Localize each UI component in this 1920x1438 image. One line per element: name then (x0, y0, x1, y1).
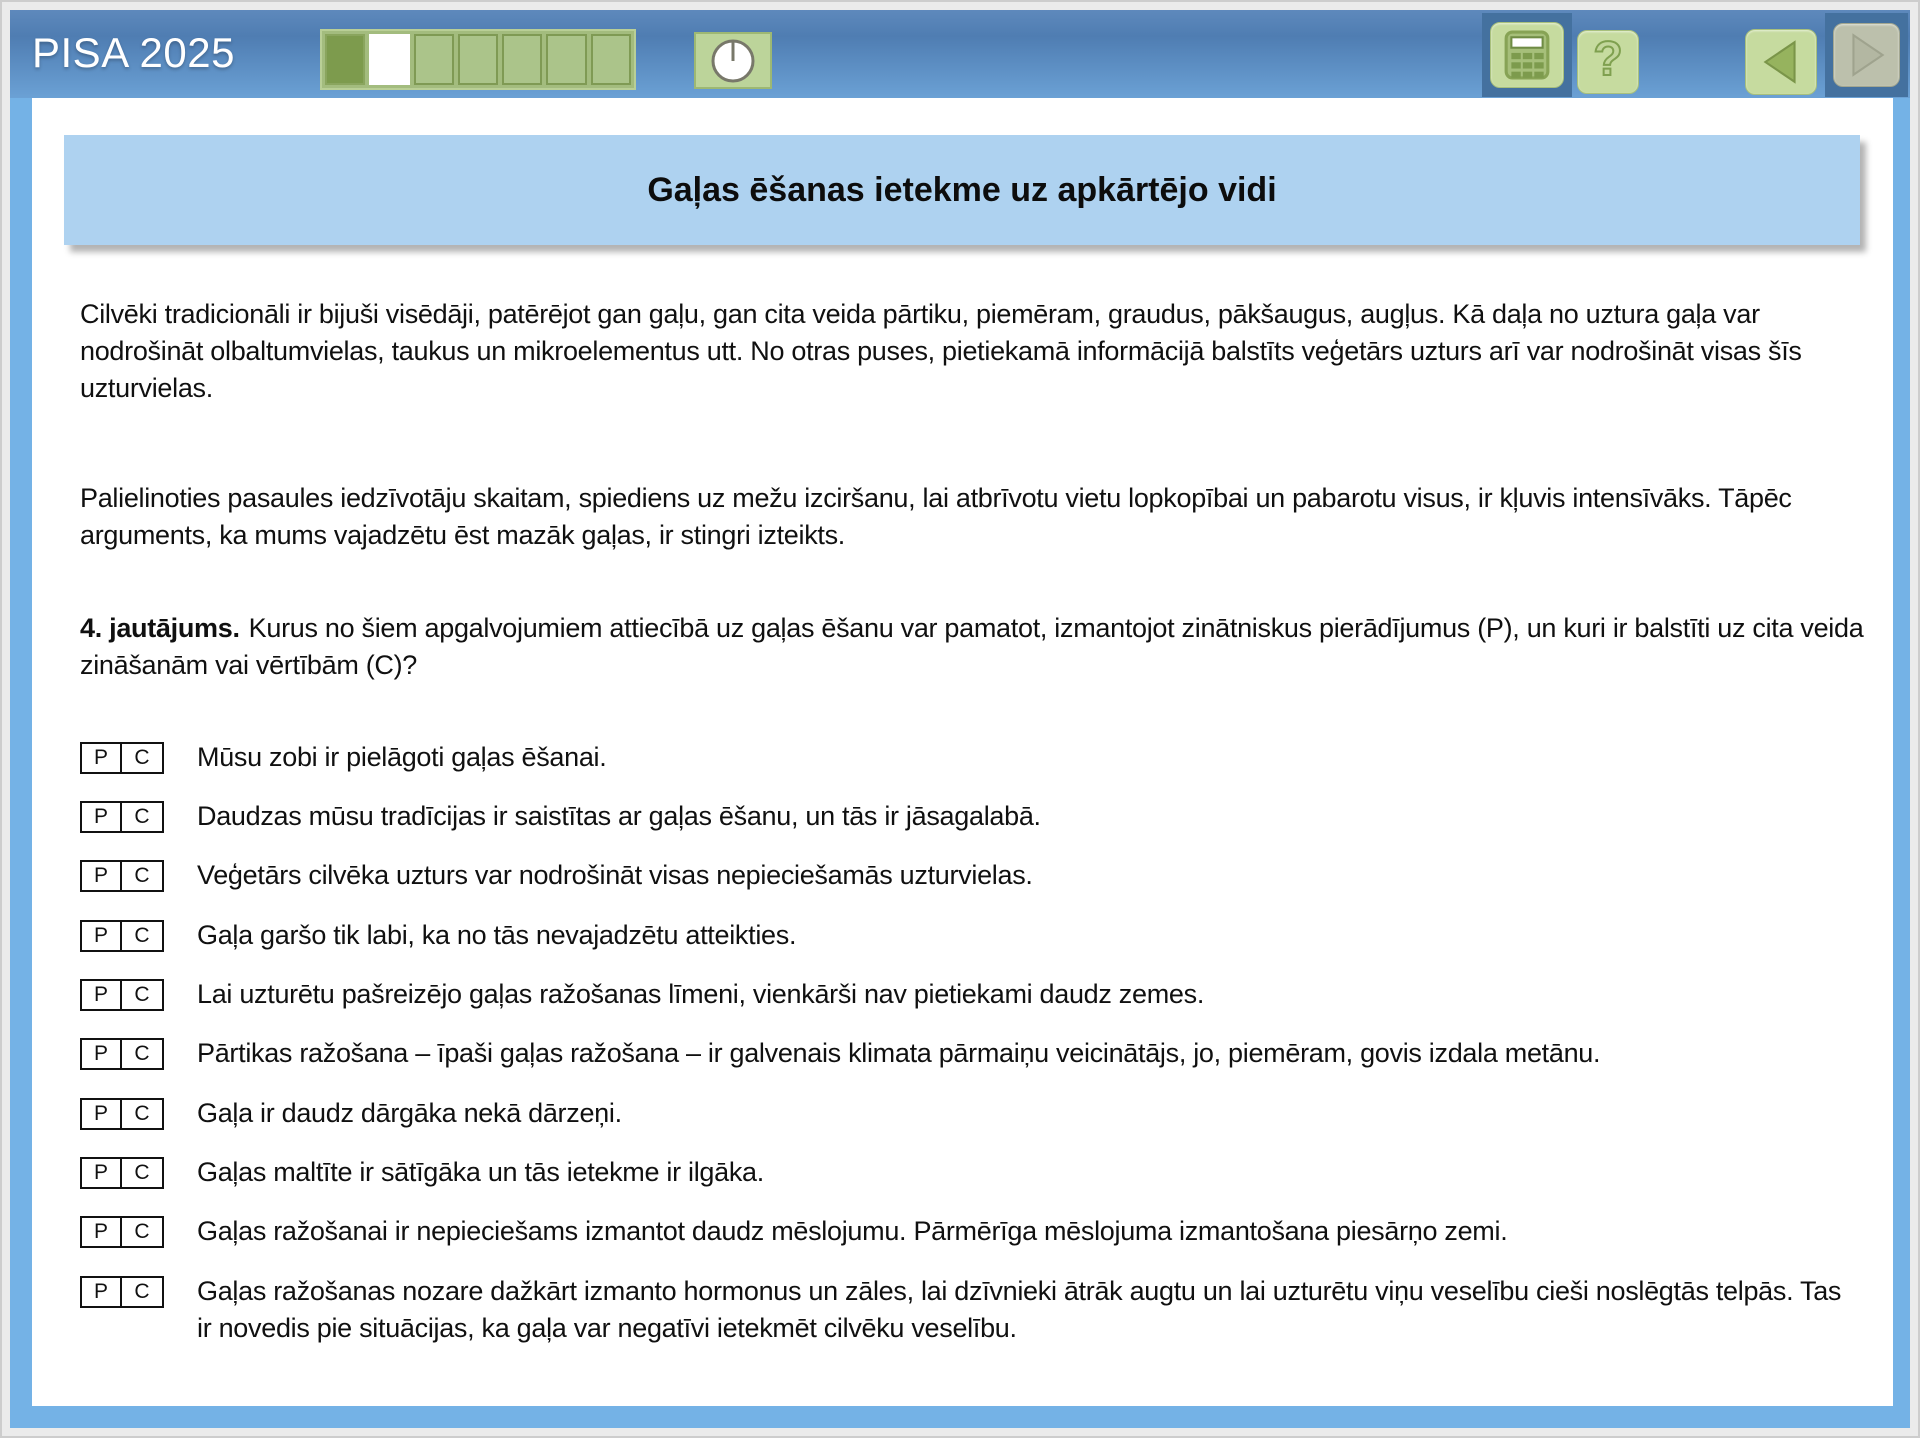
pc-choice (80, 1157, 164, 1189)
help-question-icon: ? (1593, 33, 1623, 86)
forward-button[interactable] (1833, 23, 1900, 87)
pc-choice (80, 1276, 164, 1308)
statement-row (80, 1096, 1852, 1132)
progress-square-current (369, 34, 409, 85)
choice-c-button[interactable]: C (122, 922, 162, 950)
statement-row (80, 1214, 1852, 1250)
pc-choice (80, 860, 164, 892)
stimulus-title-banner (64, 135, 1860, 245)
pc-choice (80, 1098, 164, 1130)
pc-choice (80, 742, 164, 774)
question-number-label: 4. jautājums. (80, 613, 240, 643)
statement-row (80, 918, 1852, 954)
back-button[interactable] (1745, 29, 1817, 95)
content-sheet (32, 98, 1893, 1406)
stimulus-paragraph-2: Palielinoties pasaules iedzīvotāju skaitam, spiediens uz mežu izciršanu, lai atbrīvotu vietu lopkopībai un pabarotu visus, ir kļuvis intensīvāks. Tāpēc arguments, ka mums vajadzētu ēst mazāk gaļas, ir stingri izteikts. (80, 483, 1792, 550)
progress-square-upcoming (414, 34, 454, 85)
statement-row (80, 858, 1852, 894)
timer-button[interactable] (694, 32, 772, 89)
progress-square-upcoming (591, 34, 631, 85)
choice-c-button[interactable]: C (122, 1040, 162, 1068)
progress-square-upcoming (458, 34, 498, 85)
choice-c-button[interactable]: C (122, 981, 162, 1009)
app-title: PISA 2025 (32, 29, 235, 76)
statement-row (80, 740, 1852, 776)
choice-p-button[interactable]: P (82, 1159, 122, 1187)
choice-p-button[interactable]: P (82, 1100, 122, 1128)
pc-choice (80, 920, 164, 952)
timer-clock-icon (709, 37, 757, 85)
progress-bar (320, 29, 636, 90)
statement-text: Gaļas ražošanas nozare dažkārt izmanto hormonus un zāles, lai dzīvnieki ātrāk augtu un lai uzturētu viņu veselību cieši noslēgtās telpās. Tas ir novedis pie situācijas, ka gaļa var negatīvi ietekmēt cilvēku veselību. (197, 1276, 1842, 1343)
choice-c-button[interactable]: C (122, 1278, 162, 1306)
calculator-button-well (1482, 13, 1572, 97)
stimulus-title: Gaļas ēšanas ietekme uz apkārtējo vidi (647, 171, 1277, 209)
choice-c-button[interactable]: C (122, 1159, 162, 1187)
statement-text: Gaļa ir daudz dārgāka nekā dārzeņi. (197, 1098, 622, 1128)
statement-row (80, 977, 1852, 1013)
choice-p-button[interactable]: P (82, 1218, 122, 1246)
forward-button-well (1825, 13, 1908, 97)
statement-text: Mūsu zobi ir pielāgoti gaļas ēšanai. (197, 742, 607, 772)
app-frame (10, 10, 1910, 1428)
pc-choice (80, 979, 164, 1011)
choice-p-button[interactable]: P (82, 862, 122, 890)
calculator-icon (1504, 30, 1550, 80)
choice-p-button[interactable]: P (82, 981, 122, 1009)
statement-text: Pārtikas ražošana – īpaši gaļas ražošana – ir galvenais klimata pārmaiņu veicinātājs, jo, piemēram, govis izdala metānu. (197, 1038, 1601, 1068)
choice-c-button[interactable]: C (122, 1218, 162, 1246)
choice-c-button[interactable]: C (122, 803, 162, 831)
choice-p-button[interactable]: P (82, 922, 122, 950)
statement-row (80, 1155, 1852, 1191)
choice-p-button[interactable]: P (82, 1278, 122, 1306)
statement-text: Gaļas ražošanai ir nepieciešams izmantot daudz mēslojumu. Pārmērīga mēslojuma izmantošana piesārņo zemi. (197, 1216, 1508, 1246)
choice-p-button[interactable]: P (82, 1040, 122, 1068)
statement-text: Veģetārs cilvēka uzturs var nodrošināt visas nepieciešamās uzturvielas. (197, 860, 1033, 890)
stimulus-paragraph-1: Cilvēki tradicionāli ir bijuši visēdāji, patērējot gan gaļu, gan cita veida pārtiku, piemēram, graudus, pākšaugus, augļus. Kā daļa no uztura gaļa var nodrošināt olbaltumvielas, taukus un mikroelementus utt. No otras puses, pietiekamā informācijā balstīts veģetārs uzturs arī var nodrošināt visas šīs uzturvielas. (80, 299, 1802, 403)
choice-p-button[interactable]: P (82, 744, 122, 772)
progress-square-completed (325, 34, 365, 85)
forward-arrow-icon (1845, 30, 1889, 80)
statement-text: Daudzas mūsu tradīcijas ir saistītas ar gaļas ēšanu, un tās ir jāsagalabā. (197, 801, 1041, 831)
progress-square-upcoming (546, 34, 586, 85)
choice-c-button[interactable]: C (122, 744, 162, 772)
question-text (80, 610, 1870, 684)
statement-text: Gaļa garšo tik labi, ka no tās nevajadzētu atteikties. (197, 920, 797, 950)
choice-c-button[interactable]: C (122, 862, 162, 890)
progress-square-upcoming (502, 34, 542, 85)
statement-text: Gaļas maltīte ir sātīgāka un tās ietekme ir ilgāka. (197, 1157, 764, 1187)
pc-choice (80, 1038, 164, 1070)
pc-choice (80, 1216, 164, 1248)
question-body: Kurus no šiem apgalvojumiem attiecībā uz gaļas ēšanu var pamatot, izmantojot zinātniskus pierādījumus (P), un kuri ir balstīti uz cita veida zināšanām vai vērtībām (C)? (80, 613, 1864, 680)
statement-row (80, 1274, 1852, 1347)
choice-c-button[interactable]: C (122, 1100, 162, 1128)
pc-choice (80, 801, 164, 833)
statement-row (80, 799, 1852, 835)
choice-p-button[interactable]: P (82, 803, 122, 831)
statement-row (80, 1036, 1852, 1072)
statement-text: Lai uzturētu pašreizējo gaļas ražošanas līmeni, vienkārši nav pietiekami daudz zemes. (197, 979, 1205, 1009)
back-arrow-icon (1759, 37, 1803, 87)
help-button[interactable] (1577, 30, 1639, 94)
header-bar (10, 10, 1910, 98)
calculator-button[interactable] (1490, 22, 1564, 88)
